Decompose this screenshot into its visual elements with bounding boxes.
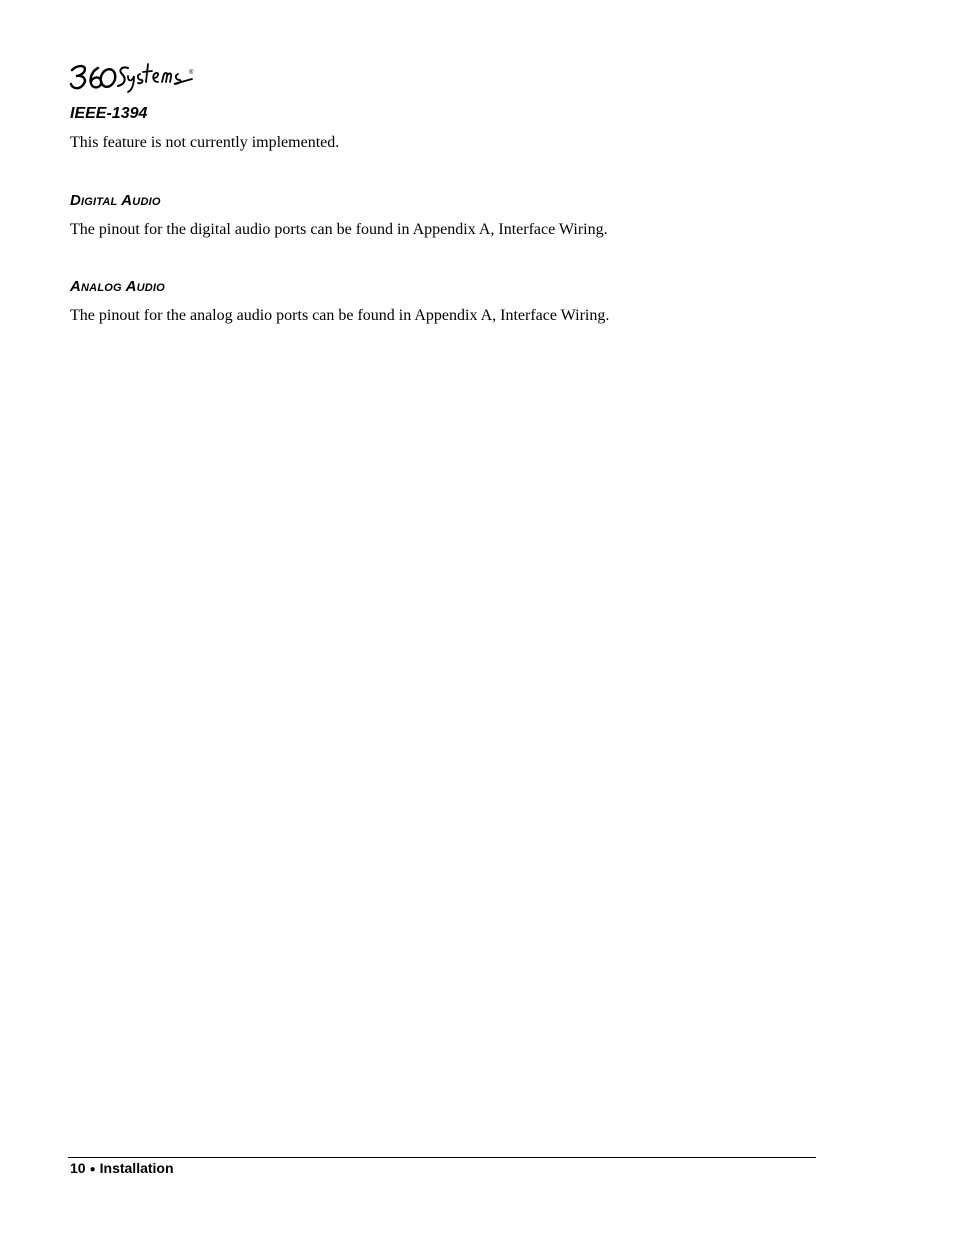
section-body-digital-audio: The pinout for the digital audio ports can be found in Appendix A, Interface Wiring.	[70, 221, 608, 238]
section-body-ieee1394: This feature is not currently implemented.	[70, 134, 340, 151]
section-body-analog-audio: The pinout for the analog audio ports can be found in Appendix A, Interface Wiring.	[70, 307, 610, 324]
section-heading-digital-audio: Digital Audio	[70, 192, 161, 209]
360-systems-logo-icon	[68, 56, 198, 94]
section-heading-analog-audio: Analog Audio	[70, 278, 165, 295]
page-number: 10	[70, 1160, 86, 1176]
section-heading-ieee1394: IEEE-1394	[70, 105, 148, 122]
bullet-icon: ●	[89, 1164, 96, 1175]
company-logo	[68, 56, 198, 94]
chapter-name: Installation	[99, 1160, 174, 1176]
page-footer	[70, 1160, 174, 1176]
footer-divider	[68, 1157, 816, 1158]
registered-mark: ®	[189, 70, 194, 76]
